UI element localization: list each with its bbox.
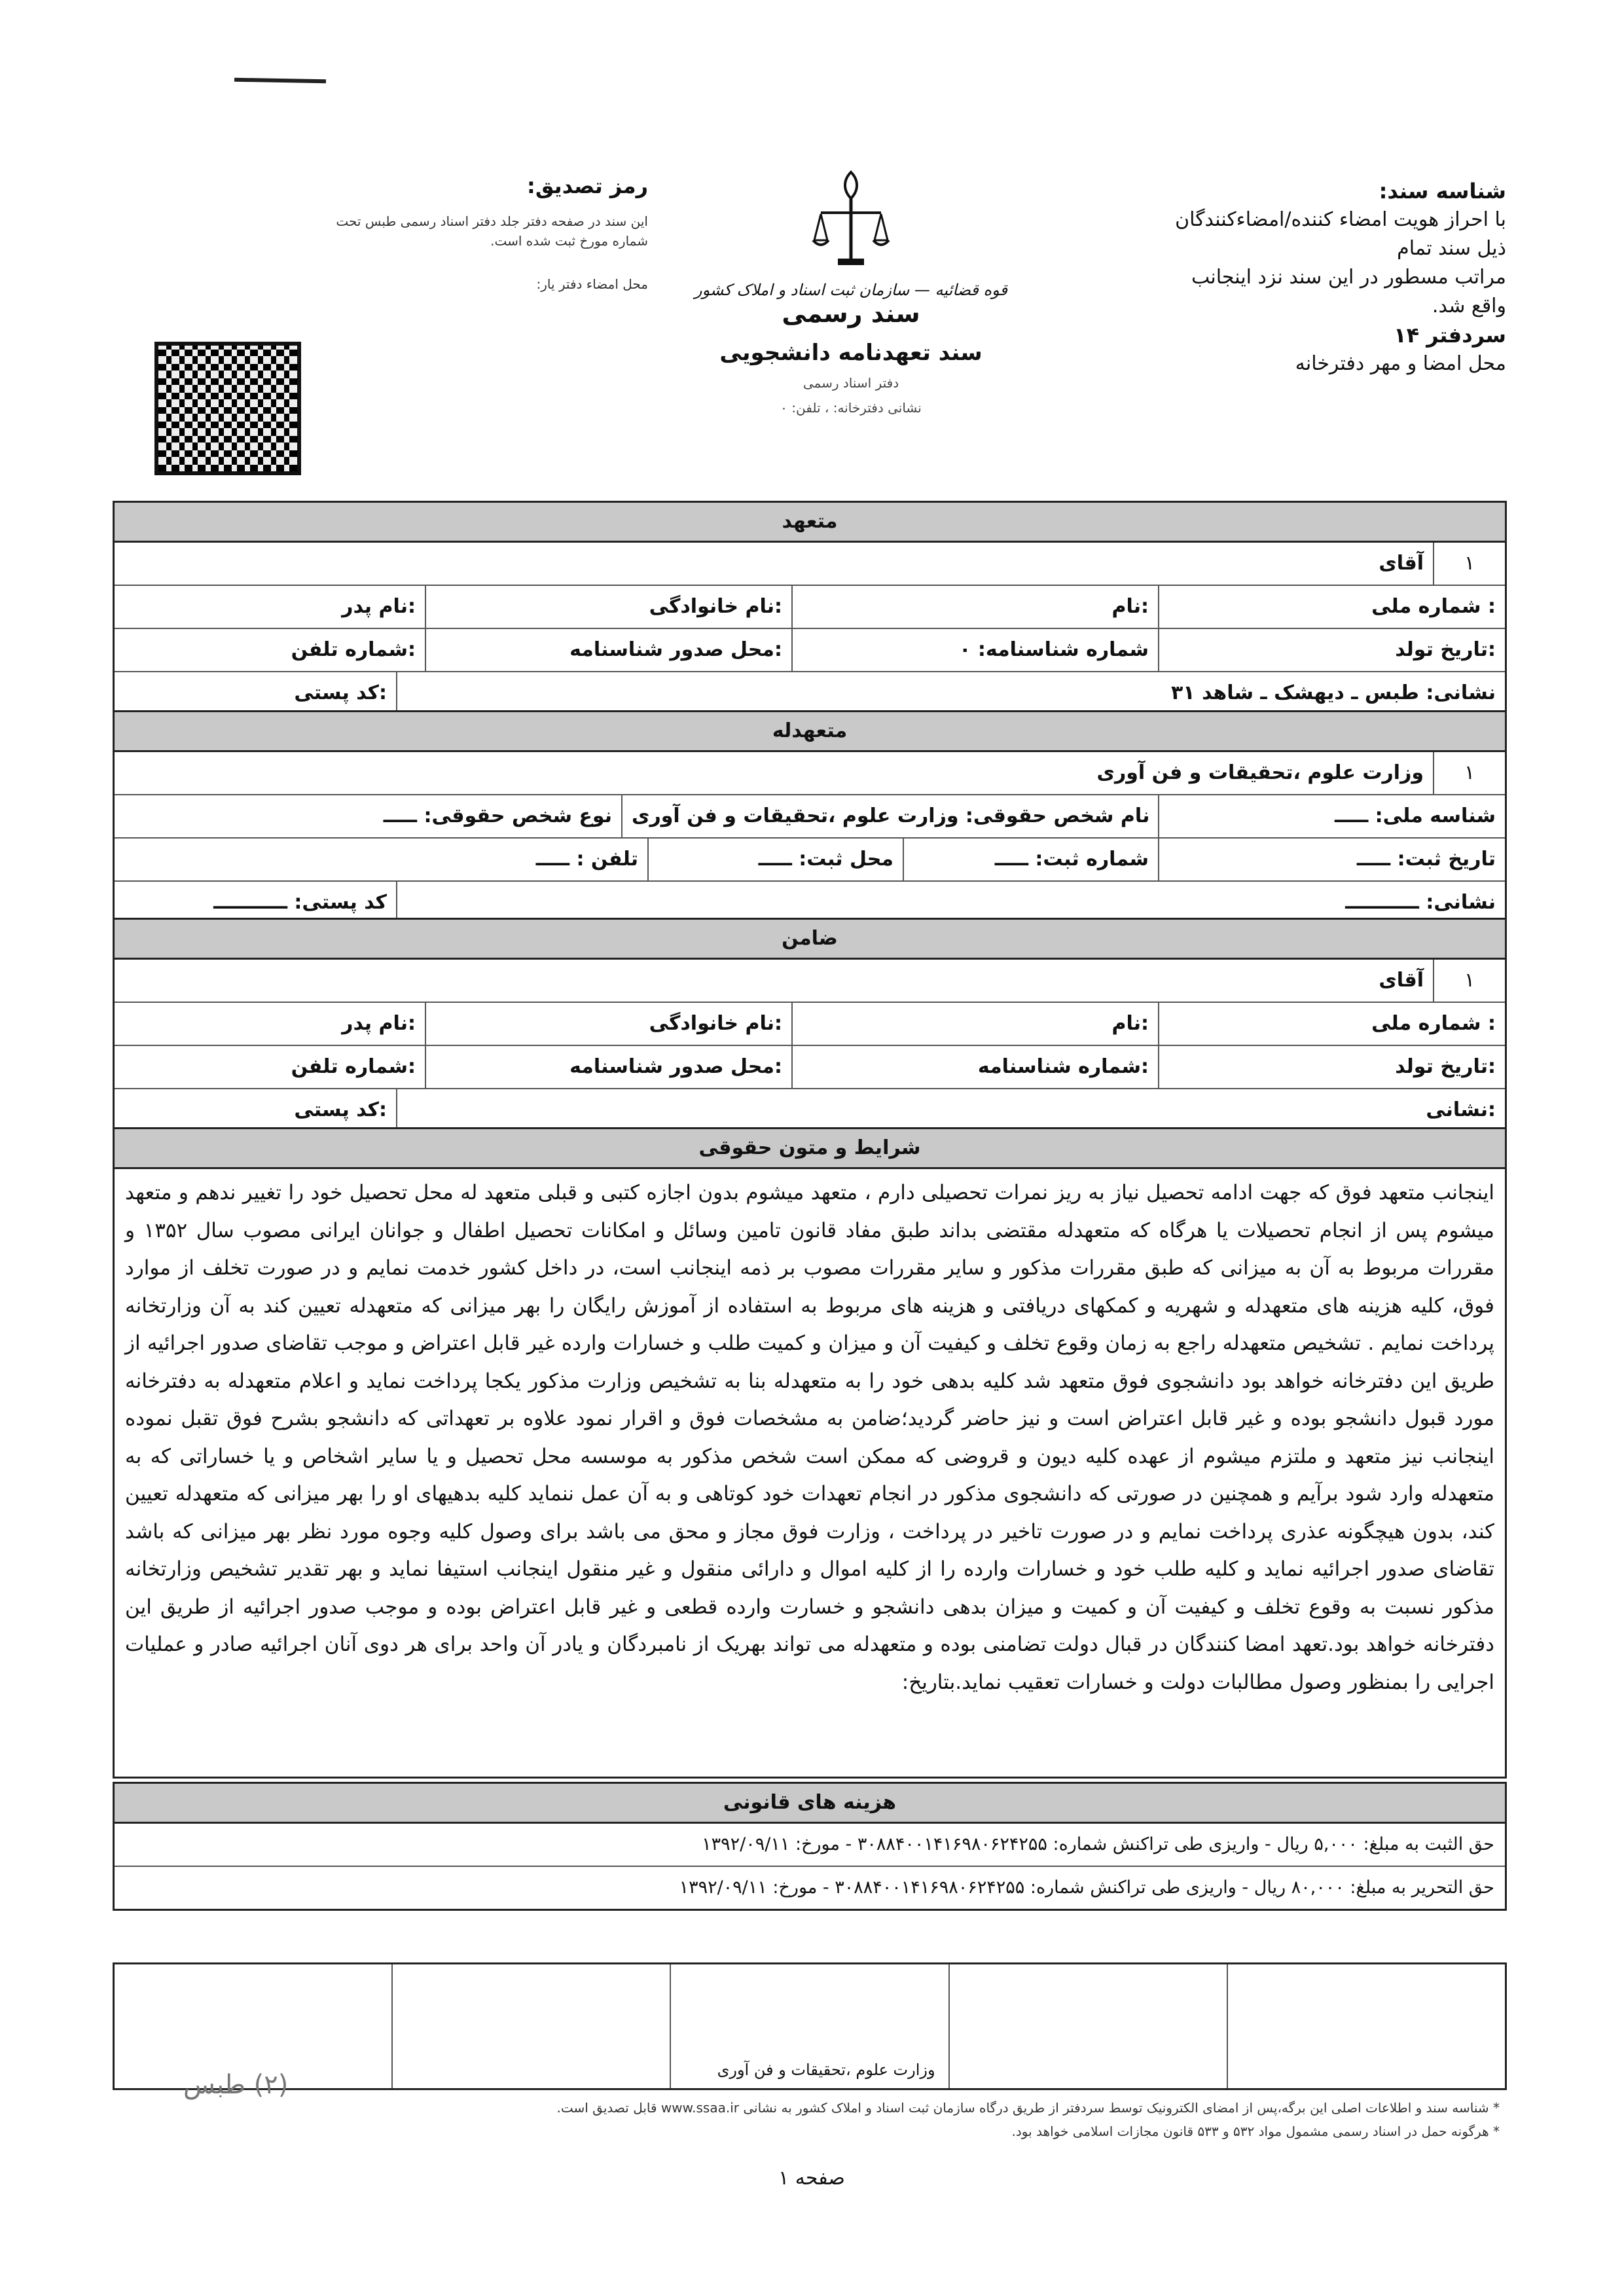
notary-head: سردفتر ۱۴ — [1394, 323, 1506, 348]
guarantor-id-number: شماره شناسنامه: — [791, 1046, 1158, 1088]
table-row — [115, 1003, 1505, 1046]
qr-code — [154, 342, 301, 475]
verification-line-1: با احراز هویت امضاء کننده/امضاءکنندگان ذیل سند تمام — [1175, 208, 1506, 260]
row-index: ۱ — [1433, 543, 1505, 585]
obligor-address: نشانی: طبس ـ دیهشک ـ شاهد ۳۱ — [396, 672, 1505, 714]
verification-code-block — [281, 173, 648, 294]
obligee-postal: کد پستی: ـــــــــــ — [213, 891, 387, 914]
guarantor-phone: شماره تلفن: — [291, 1055, 416, 1078]
document-id-label: شناسه سند: — [1379, 179, 1506, 204]
fees-table — [113, 1782, 1507, 1911]
obligor-id-number: شماره شناسنامه: ۰ — [791, 629, 1158, 671]
signature-cell — [391, 1964, 670, 2088]
footer-note-1: * شناسه سند و اطلاعات اصلی این برگه،پس از امضای الکترونیک توسط سردفتر از طریق درگاه سازمان ثبت اسناد و املاک کشور به نشانی www.ssaa.ir قابل تصدیق است. — [556, 2100, 1500, 2116]
notary-address: نشانی دفترخانه: ، تلفن: ۰ — [780, 400, 922, 416]
guarantor-issue-place: محل صدور شناسنامه: — [425, 1046, 791, 1088]
signature-cell — [1227, 1964, 1505, 2088]
table-row — [115, 960, 1505, 1003]
table-row — [115, 543, 1505, 586]
guarantor-section-title: ضامن — [115, 920, 1505, 960]
emblem-block — [681, 167, 1021, 416]
signature-table — [113, 1962, 1507, 2090]
registration-note-1: این سند در صفحه دفتر جلد دفتر اسناد رسمی طبس تحت — [336, 213, 648, 229]
obligor-title: آقای — [1379, 552, 1424, 575]
obligor-name: نام: — [791, 586, 1158, 628]
office-stamp: (۲) طبس — [183, 2070, 289, 2100]
guarantor-family: نام خانوادگی: — [425, 1003, 791, 1045]
obligee-section-title: متعهدله — [115, 712, 1505, 752]
table-row — [115, 795, 1505, 839]
terms-section-title: شرایط و متون حقوقی — [115, 1129, 1505, 1169]
obligee-phone: تلفن : ـــــ — [535, 848, 638, 871]
footer-note-2: * هرگونه حمل در اسناد رسمی مشمول مواد ۵۳۲ و ۵۳۳ قانون مجازات اسلامی خواهد بود. — [1011, 2123, 1500, 2139]
signature-cell — [670, 1964, 948, 2088]
registration-note-2: شماره مورخ ثبت شده است. — [490, 233, 648, 249]
organization-name: قوه قضائیه — سازمان ثبت اسناد و املاک کشور — [695, 281, 1007, 299]
page-number: صفحه ۱ — [778, 2167, 845, 2190]
ministry-signature-label: وزارت علوم ،تحقیقات و فن آوری — [717, 2061, 935, 2079]
document-type: سند رسمی — [782, 299, 920, 328]
row-index: ۱ — [1433, 960, 1505, 1002]
assistant-signature-place: محل امضاء دفتر یار: — [536, 276, 648, 292]
terms-box — [113, 1127, 1507, 1779]
table-row — [115, 629, 1505, 672]
terms-text: اینجانب متعهد فوق که جهت ادامه تحصیل نیاز به ریز نمرات تحصیلی دارم ، متعهد میشوم بدون اجازه کتبی و قبلی متعهد له محل تحصیل خود را تغییر ندهم و متعهد میشوم پس از انجام تحصیلات یا هرگاه که متعهدله مقتضی بداند طبق مفاد قانون تامین وسائل و امکانات تحصیل اطفال و جوانان ایرانی مصوب سال ۱۳۵۲ و مقررات مربوط به آن به میزانی که طبق مقررات مذکور و سایر مقررات مصوب بر ذمه اینجانب است، در داخل کشور خدمت نمایم و در صورت تخلف از موارد فوق، کلیه هزینه های متعهدله و شهریه و کمکهای دریافتی و هزینه های مربوط به استفاده از آموزش رایگان را بهر میزانی که متعهدله تعیین کند به آن وزارتخانه پرداخت نمایم . تشخیص متعهدله راجع به زمان وقوع تخلف و کیفیت آن و میزان و کمیت طلب و خسارات وارده غیر قابل اعتراض و موجب تقاضای صدور اجرائیه از طریق این دفترخانه خواهد بود دانشجوی فوق متعهد شد کلیه بدهی خود را به متعهدله بنا به تشخیص وزارت مذکور یکجا پرداخت نماید و اعلام متعهدله به دفترخانه مورد قبول دانشجو بوده و غیر قابل اعتراض است و نیز حاضر گردید؛ضامن به مشخصات فوق و اقرار نمود علاوه بر تعهداتی که دانشجو بشرح فوق تقبل نموده اینجانب نیز متعهد و ملتزم میشوم از عهده کلیه دیون و قروضی که ممکن است شخص مذکور به موسسه محل تحصیل و یا سایر اشخاص و یا خساراتی که به متعهدله وارد شود برآیم و همچنین در صورتی که دانشجوی مذکور در انجام تعهدات خود کوتاهی و به آن عمل ننماید کلیه بدهیهای او را بهر میزانی که متعهدله تعیین کند، بدون هیچگونه عذری پرداخت نمایم و در صورت تاخیر در پرداخت ، وزارت فوق مجاز و محق می باشد برای وصول کلیه وجوه مورد نظر بهر میزانی که باشد تقاضای صدور اجرائیه نماید و کلیه طلب خود و خسارات وارده را از کلیه اموال و دارائی منقول و غیر منقول اینجانب استیفا نماید و بهر تقدیر تشخیص وزارتخانه مذکور نسبت به وقوع تخلف و کیفیت آن و کمیت و میزان بدهی دانشجو و خسارت وارده قطعی و غیر قابل اعتراض بوده و موجب صدور اجرائیه از طریق این دفترخانه خواهد بود.تعهد امضا کنندگان در قبال دولت تضامنی بوده و متعهدله می تواند بهریک از نامبردگان و یادر آن واحد برای هر دوی آنان اجرائیه صادر و عملیات اجرایی را بمنظور وصول مطالبات دولت و خسارات تعقیب نماید.بتاریخ: — [125, 1181, 1495, 1694]
obligee-table — [113, 710, 1507, 926]
notary-seal-place: محل امضا و مهر دفترخانه — [1295, 352, 1506, 375]
verification-code-label: رمز تصدیق: — [527, 173, 648, 198]
obligor-birth: تاریخ تولد: — [1158, 629, 1505, 671]
obligor-family: نام خانوادگی: — [425, 586, 791, 628]
obligee-address: نشانی: ـــــــــــ — [396, 882, 1505, 924]
obligor-national-id: شماره ملی : — [1158, 586, 1505, 628]
signature-cell — [948, 1964, 1227, 2088]
obligee-national-id: شناسه ملی: ـــــ — [1158, 795, 1505, 837]
obligee-reg-place: محل ثبت: ـــــ — [647, 839, 903, 880]
guarantor-postal: کد پستی: — [294, 1098, 387, 1121]
obligee-reg-number: شماره ثبت: ـــــ — [903, 839, 1158, 880]
guarantor-name: نام: — [791, 1003, 1158, 1045]
drafting-fee: حق التحریر به مبلغ: ۸۰,۰۰۰ ریال - واریزی طی تراکنش شماره: ۳۰۸۸۴۰۰۱۴۱۶۹۸۰۶۲۴۲۵۵ - مورخ: ۱۳۹۲/۰۹/۱۱ — [679, 1877, 1494, 1898]
table-row — [115, 752, 1505, 795]
table-row — [115, 586, 1505, 629]
guarantor-national-id: شماره ملی : — [1158, 1003, 1505, 1045]
table-row — [115, 1089, 1505, 1131]
obligor-issue-place: محل صدور شناسنامه: — [425, 629, 791, 671]
notary-office-label: دفتر اسناد رسمی — [803, 375, 899, 391]
guarantor-father: نام پدر: — [342, 1012, 416, 1035]
guarantor-address: نشانی: — [396, 1089, 1505, 1131]
guarantor-birth: تاریخ تولد: — [1158, 1046, 1505, 1088]
registration-fee: حق الثبت به مبلغ: ۵,۰۰۰ ریال - واریزی طی تراکنش شماره: ۳۰۸۸۴۰۰۱۴۱۶۹۸۰۶۲۴۲۵۵ - مورخ: ۱۳۹۲/۰۹/۱۱ — [115, 1824, 1505, 1867]
pen-mark — [234, 78, 326, 83]
obligor-section-title: متعهد — [115, 503, 1505, 543]
table-row — [115, 672, 1505, 714]
table-row — [115, 839, 1505, 882]
judiciary-emblem-icon — [812, 167, 890, 278]
table-row — [115, 1046, 1505, 1089]
document-title: سند تعهدنامه دانشجویی — [719, 340, 983, 366]
obligor-postal: کد پستی: — [294, 681, 387, 704]
guarantor-title: آقای — [1379, 969, 1424, 992]
guarantor-table — [113, 918, 1507, 1133]
obligor-father: نام پدر: — [342, 595, 416, 618]
row-index: ۱ — [1433, 752, 1505, 794]
verification-line-2: مراتب مسطور در این سند نزد اینجانب واقع شد. — [1191, 266, 1506, 317]
fees-section-title: هزینه های قانونی — [115, 1784, 1505, 1824]
obligor-table — [113, 501, 1507, 716]
obligee-title: وزارت علوم ،تحقیقات و فن آوری — [1096, 761, 1424, 784]
obligee-reg-date: تاریخ ثبت: ـــــ — [1158, 839, 1505, 880]
obligee-legal-type: نوع شخص حقوقی: ـــــ — [383, 804, 612, 827]
obligee-legal-name: نام شخص حقوقی: وزارت علوم ،تحقیقات و فن آوری — [621, 795, 1158, 837]
obligor-phone: شماره تلفن: — [291, 638, 416, 661]
document-id-block — [1166, 177, 1506, 378]
